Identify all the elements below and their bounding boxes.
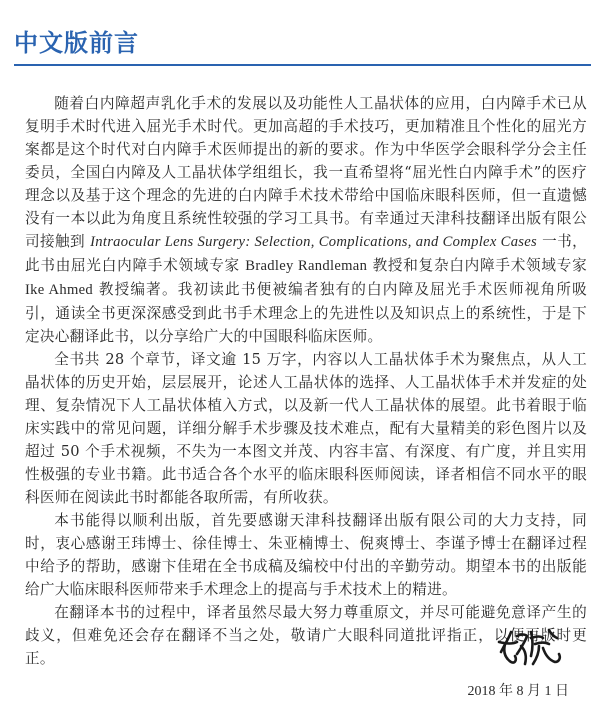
page-title: 中文版前言: [14, 29, 139, 57]
book-title-english: Intraocular Lens Surgery: Selection, Complications, and Complex Cases: [90, 234, 538, 250]
text-segment: 教授编著。我初读此书便被编者独有的白内障及屈光手术医师视角所吸引，通读全书更深深感受到此书手术理念上的先进性以及知识点上的系统性，于是下定决心翻译此书，以分享给广大的中国眼科临床医师。: [25, 281, 588, 345]
paragraph-3: [25, 509, 587, 601]
preface-date: 2018 年 8 月 1 日: [467, 684, 569, 699]
text-segment: 教授和复杂白内障手术领域专家: [367, 257, 588, 274]
paragraph-1: [25, 92, 587, 348]
author-name: Bradley Randleman: [245, 258, 368, 274]
handwritten-signature: [495, 622, 565, 672]
text-segment: 随着白内障超声乳化手术的发展以及功能性人工晶状体的应用，白内障手术已从复明手术时代进入屈光手术时代。更加高超的手术技巧，更加精准且个性化的屈光方案都是这个时代对白内障手术医师提出的新的要求。作为中华医学会眼科学分会主任委员，全国白内障及人工晶状体学组组长，我一直希望将“屈光性白内障手术”的医疗理念以及基于这个理念的先进的白内障手术技术带给中国临床眼科医师，但一直遗憾没有一本以此为角度且系统性较强的学习工具书。有幸通过天津科技翻译出版有限公司接触到: [25, 95, 587, 250]
text-segment: 本书能得以顺利出版，首先要感谢天津科技翻译出版有限公司的大力支持，同时，衷心感谢王玮博士、徐佳博士、朱亚楠博士、倪爽博士、李谨予博士在翻译过程中给予的帮助，感谢卞佳珺在全书成稿及编校中付出的辛勤劳动。期望本书的出版能给广大临床眼科医师带来手术理念上的提高与手术技术上的精进。: [25, 512, 587, 598]
title-divider: [14, 64, 591, 66]
text-segment: 在翻译本书的过程中，译者虽然尽最大努力尊重原文，并尽可能避免意译产生的歧义，但难免还会存在翻译不当之处，敬请广大眼科同道批评指正，以便再版时更正。: [25, 604, 587, 667]
text-segment: 全书共 28 个章节，译文逾 15 万字，内容以人工晶状体手术为聚焦点，从人工晶状体的历史开始，层层展开，论述人工晶状体的选择、人工晶状体手术并发症的处理、复杂情况下人工晶状体植入方式，以及新一代人工晶状体的展望。此书着眼于临床实践中的常见问题，详细分解手术步骤及技术难点，配有大量精美的彩色图片以及超过 50 个手术视频，不失为一本图文并茂、内容丰富、有深度、有广度，并且实用性极强的专业书籍。此书适合各个水平的临床眼科医师阅读，译者相信不同水平的眼科医师在阅读此书时都能各取所需，有所收获。: [25, 351, 587, 506]
paragraph-2: [25, 348, 587, 509]
author-name: Ike Ahmed: [25, 282, 94, 298]
preface-body: [25, 92, 587, 670]
text-segment: 一书，此书由屈光白内障手术领域专家: [25, 233, 588, 274]
